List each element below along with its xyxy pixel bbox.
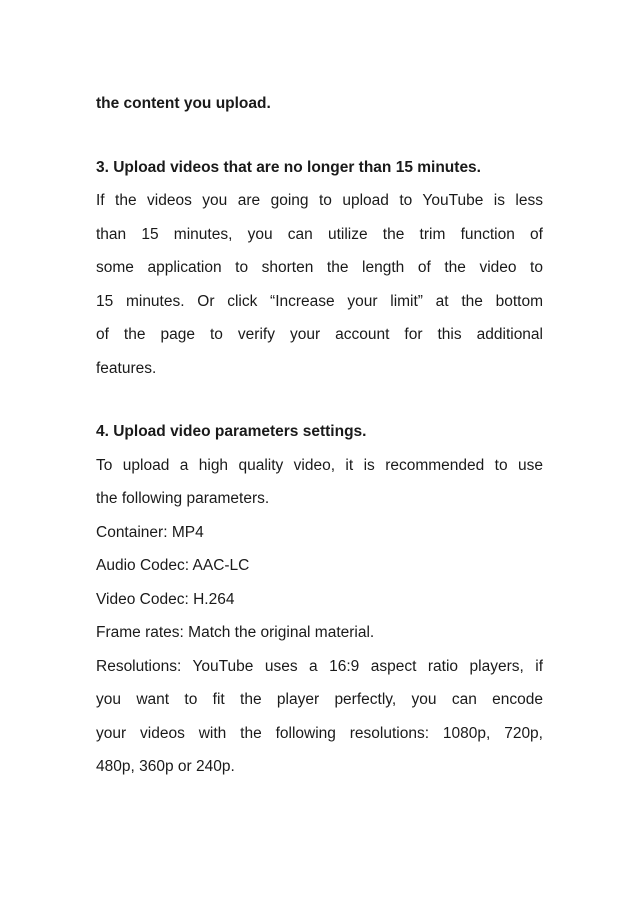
resolution-line-1: Resolutions: YouTube uses a 16:9 aspect ratio players, if bbox=[96, 657, 543, 675]
document-page bbox=[96, 84, 543, 784]
section-3-heading: 3. Upload videos that are no longer than 15 minutes. bbox=[96, 158, 481, 176]
section-4-intro-line-2: the following parameters. bbox=[96, 490, 270, 507]
resolution-line-2: you want to fit the player perfectly, you can encode bbox=[96, 691, 543, 708]
param-frame-rates: Frame rates: Match the original material. bbox=[96, 624, 375, 641]
spacer bbox=[96, 385, 543, 415]
section-3-line-5: of the page to verify your account for this additional bbox=[96, 326, 543, 343]
param-audio-codec: Audio Codec: AAC-LC bbox=[96, 557, 250, 574]
resolution-line-3: your videos with the following resolutions: 1080p, 720p, bbox=[96, 724, 543, 742]
section-3-line-6: features. bbox=[96, 359, 157, 377]
param-video-codec: Video Codec: H.264 bbox=[96, 590, 235, 608]
spacer bbox=[96, 121, 543, 151]
param-container: Container: MP4 bbox=[96, 523, 204, 541]
section-3-line-3: some application to shorten the length of the video to bbox=[96, 259, 543, 276]
section-4-intro-line-1: To upload a high quality video, it is recommended to use bbox=[96, 456, 543, 474]
resolution-line-4: 480p, 360p or 240p. bbox=[96, 758, 235, 775]
section-3-line-4: 15 minutes. Or click “Increase your limit” at the bottom bbox=[96, 292, 543, 310]
intro-tail-text: the content you upload. bbox=[96, 95, 271, 112]
section-4-heading: 4. Upload video parameters settings. bbox=[96, 423, 367, 440]
section-3-line-1: If the videos you are going to upload to YouTube is less bbox=[96, 192, 543, 209]
section-3-line-2: than 15 minutes, you can utilize the trim function of bbox=[96, 225, 543, 243]
